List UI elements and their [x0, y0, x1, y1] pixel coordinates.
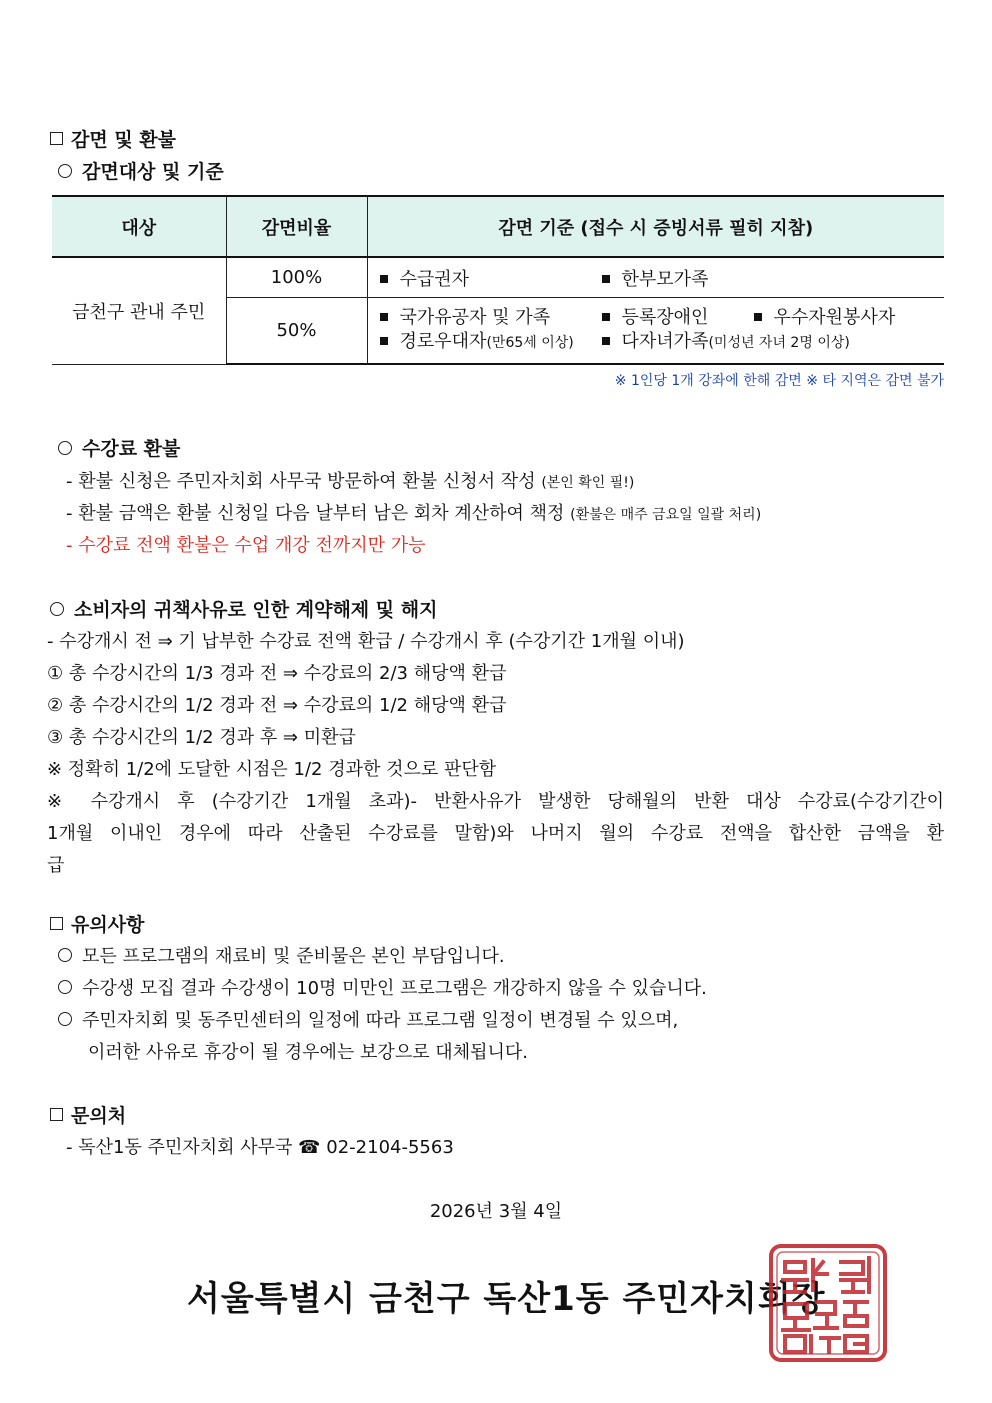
- table-header-row: [52, 196, 944, 257]
- refund-line: [66, 499, 761, 525]
- square-bullet-icon: [380, 275, 388, 283]
- checkbox-square-icon: [50, 917, 63, 930]
- contract-paragraph-line: ※ 수강개시 후 (수강기간 1개월 초과)- 반환사유가 발생한 당해월의 반환 대상 수강료(수강기간이: [47, 791, 944, 812]
- subheading-text: 감면대상 및 기준: [82, 161, 224, 183]
- criteria-cell: [367, 257, 944, 298]
- contract-line: ※ 정확히 1/2에 도달한 시점은 1/2 경과한 것으로 판단함: [47, 759, 497, 780]
- square-bullet-icon: [602, 313, 610, 321]
- circle-bullet-icon: [58, 164, 72, 178]
- heading-text: 문의처: [71, 1105, 127, 1127]
- organization-title: 서울특별시 금천구 독산1동 주민자치회장: [187, 1279, 826, 1319]
- heading-text: 감면 및 환불: [71, 129, 176, 151]
- phone-number: 02-2104-5563: [326, 1137, 454, 1158]
- criteria-text: 등록장애인: [621, 307, 709, 328]
- circle-bullet-icon: [58, 441, 72, 455]
- criteria-text: 경로우대자: [399, 331, 487, 352]
- refund-text: - 환불 금액은 환불 신청일 다음 날부터 남은 회차 계산하여 책정: [66, 503, 571, 524]
- criteria-item: [602, 330, 850, 355]
- contract-line: ① 총 수강시간의 1/3 경과 전 ⇒ 수강료의 2/3 해당액 환급: [47, 663, 507, 684]
- rate-cell: 100%: [226, 257, 367, 298]
- criteria-text: 한부모가족: [621, 268, 709, 290]
- section-heading-contact: [50, 1101, 126, 1128]
- subheading-contract: [50, 595, 437, 622]
- table-header-cell: 감면비율: [226, 196, 367, 257]
- criteria-item: [602, 265, 709, 291]
- notice-item: [58, 942, 505, 968]
- subheading-discount-criteria: [58, 157, 224, 184]
- criteria-item: [380, 265, 602, 291]
- criteria-text: 우수자원봉사자: [773, 307, 896, 328]
- refund-line: [66, 467, 634, 493]
- checkbox-square-icon: [50, 132, 63, 145]
- notice-item: [58, 974, 707, 1000]
- criteria-item: [380, 330, 602, 355]
- criteria-item: [380, 306, 602, 330]
- contract-line: ② 총 수강시간의 1/2 경과 전 ⇒ 수강료의 1/2 해당액 환급: [47, 695, 507, 716]
- criteria-item: [754, 306, 896, 330]
- refund-subtext: (환불은 매주 금요일 일괄 처리): [570, 507, 762, 523]
- notice-text: 주민자치회 및 동주민센터의 일정에 따라 프로그램 일정이 변경될 수 있으며,: [82, 1010, 679, 1031]
- table-row: [52, 257, 944, 298]
- criteria-subtext: (만65세 이상): [486, 335, 574, 351]
- square-bullet-icon: [380, 337, 388, 345]
- refund-subtext: (본인 확인 필!): [541, 475, 635, 491]
- contract-paragraph-line: 1개월 이내인 경우에 따라 산출된 수강료를 말함)와 나머지 월의 수강료 전액을 합산한 금액을 환: [47, 823, 944, 844]
- notice-text: 수강생 모집 결과 수강생이 10명 미만인 프로그램은 개강하지 않을 수 있습니다.: [82, 978, 707, 999]
- section-heading-discount: [50, 125, 176, 152]
- table-header-cell: 대상: [52, 196, 226, 257]
- criteria-subtext: (미성년 자녀 2명 이상): [708, 335, 850, 351]
- target-cell: 금천구 관내 주민: [52, 257, 226, 364]
- square-bullet-icon: [602, 275, 610, 283]
- document-date: 2026년 3월 4일: [429, 1201, 563, 1222]
- square-bullet-icon: [380, 313, 388, 321]
- rate-cell: 50%: [226, 298, 367, 365]
- section-heading-notice: [50, 910, 144, 937]
- notice-item: [58, 1006, 678, 1032]
- contract-line: - 수강개시 전 ⇒ 기 납부한 수강료 전액 환급 / 수강개시 후 (수강기간 1개월 이내): [47, 631, 685, 652]
- contact-text: - 독산1동 주민자치회 사무국: [66, 1137, 299, 1158]
- circle-bullet-icon: [58, 1012, 72, 1026]
- circle-bullet-icon: [58, 980, 72, 994]
- contact-line: [66, 1133, 454, 1159]
- criteria-text: 다자녀가족: [621, 331, 709, 352]
- subheading-text: 소비자의 귀책사유로 인한 계약해제 및 해지: [74, 599, 438, 621]
- circle-bullet-icon: [50, 602, 64, 616]
- phone-icon: ☎: [298, 1137, 321, 1158]
- criteria-text: 국가유공자 및 가족: [399, 307, 551, 328]
- criteria-item: [602, 306, 754, 330]
- circle-bullet-icon: [58, 948, 72, 962]
- heading-text: 유의사항: [71, 914, 145, 936]
- criteria-text: 수급권자: [399, 268, 470, 290]
- subheading-refund: [58, 434, 180, 461]
- contract-paragraph-line: 급: [47, 855, 65, 876]
- notice-text: 모든 프로그램의 재료비 및 준비물은 본인 부담입니다.: [82, 946, 505, 967]
- contract-line: ③ 총 수강시간의 1/2 경과 후 ⇒ 미환급: [47, 727, 356, 748]
- notice-item-continuation: 이러한 사유로 휴강이 될 경우에는 보강으로 대체됩니다.: [88, 1042, 528, 1063]
- square-bullet-icon: [602, 337, 610, 345]
- refund-warning: - 수강료 전액 환불은 수업 개강 전까지만 가능: [66, 535, 426, 556]
- discount-note: ※ 1인당 1개 강좌에 한해 감면 ※ 타 지역은 감면 불가: [614, 373, 944, 389]
- criteria-cell: [367, 298, 944, 365]
- refund-text: - 환불 신청은 주민자치회 사무국 방문하여 환불 신청서 작성: [66, 471, 542, 492]
- official-seal-icon: [769, 1244, 887, 1362]
- subheading-text: 수강료 환불: [82, 438, 181, 460]
- discount-table: [52, 195, 944, 365]
- checkbox-square-icon: [50, 1108, 63, 1121]
- square-bullet-icon: [754, 313, 762, 321]
- table-header-cell: 감면 기준 (접수 시 증빙서류 필히 지참): [367, 196, 944, 257]
